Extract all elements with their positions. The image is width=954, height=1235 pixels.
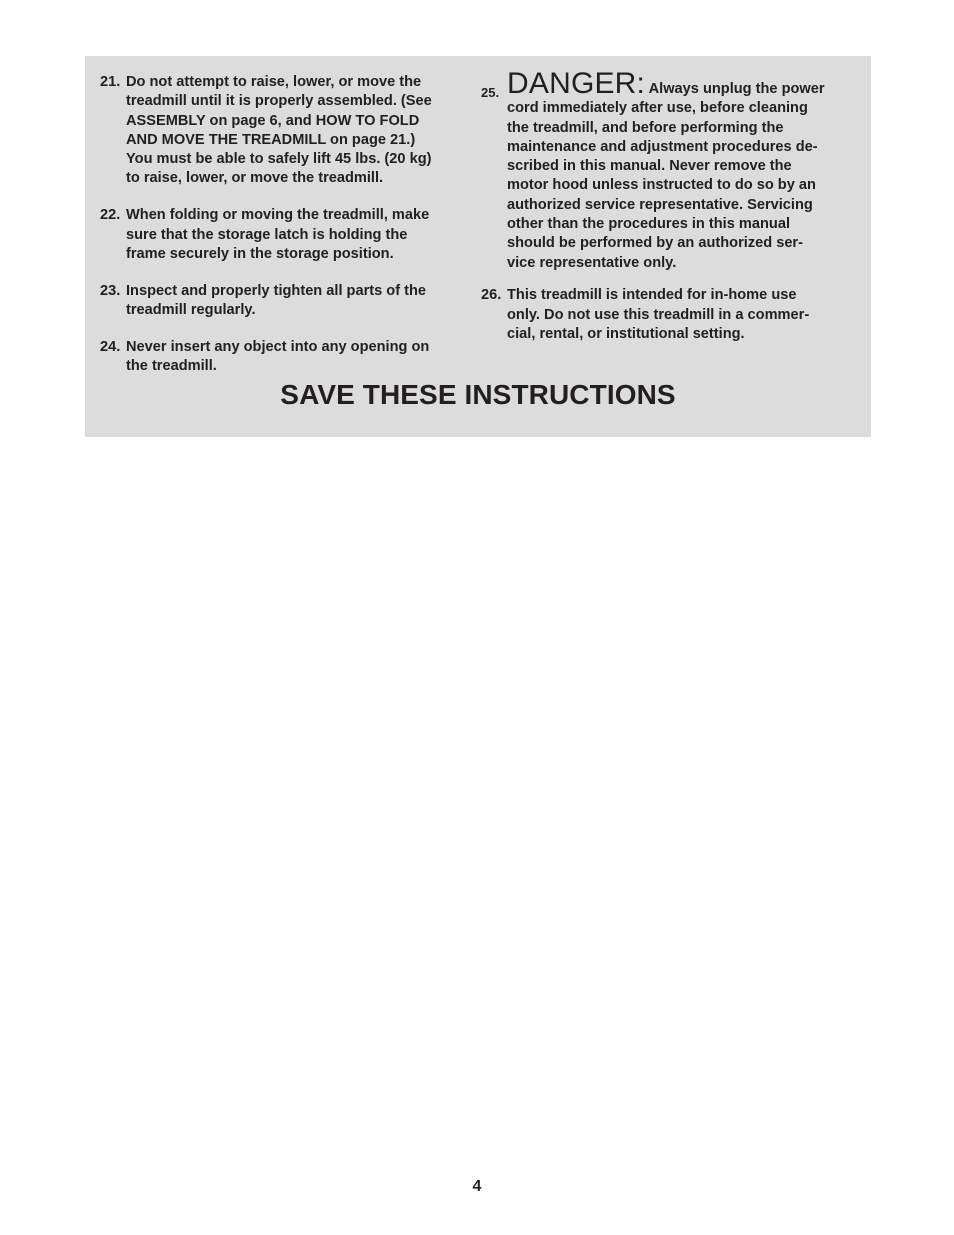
item-text: Inspect and properly tighten all parts of the treadmill regularly.: [126, 282, 427, 318]
safety-instructions-panel: [85, 56, 871, 437]
item-number: 26.: [481, 287, 502, 304]
danger-label: DANGER:: [507, 67, 646, 100]
instruction-item-25: [481, 67, 851, 273]
item-number: 23.: [100, 282, 121, 299]
danger-text-rest: cord immediately after use, before cleaning the treadmill, and before performing the maintenance and adjustment procedures de- scribed in this manual. Never remove the motor hood unless instructed to do so by an authorized service representative. Servicing other than the procedures in this manual should be performed by an authorized ser- vice representative only.: [507, 100, 818, 271]
item-number: 22.: [100, 207, 121, 224]
danger-text-first-line: Always unplug the power: [648, 81, 825, 97]
instruction-item-26: [481, 286, 851, 344]
item-text: Do not attempt to raise, lower, or move the treadmill until it is properly assembled. (See ASSEMBLY on page 6, and HOW TO FOLD AND MOVE THE TREADMILL on page 21.) You must be able to safely lift 45 lbs. (20 kg) to raise, lower, or move the treadmill.: [126, 74, 432, 187]
item-number: 25.: [481, 85, 500, 100]
item-text: This treadmill is intended for in-home use only. Do not use this treadmill in a commer- cial, rental, or institutional setting.: [507, 287, 810, 343]
left-column: [100, 73, 460, 394]
save-instructions-heading: SAVE THESE INSTRUCTIONS: [280, 379, 676, 410]
item-text: [507, 67, 851, 273]
item-text: Never insert any object into any opening on the treadmill.: [126, 338, 430, 375]
instruction-item-23: [100, 282, 460, 321]
page-number: 4: [472, 1178, 482, 1195]
instruction-item-21: [100, 73, 460, 189]
instruction-item-24: [100, 338, 460, 377]
instruction-item-22: [100, 206, 460, 264]
item-text: When folding or moving the treadmill, make sure that the storage latch is holding the frame securely in the storage position.: [126, 207, 430, 262]
item-number: 21.: [100, 74, 121, 90]
item-number: 24.: [100, 338, 121, 355]
right-column: [481, 67, 851, 358]
